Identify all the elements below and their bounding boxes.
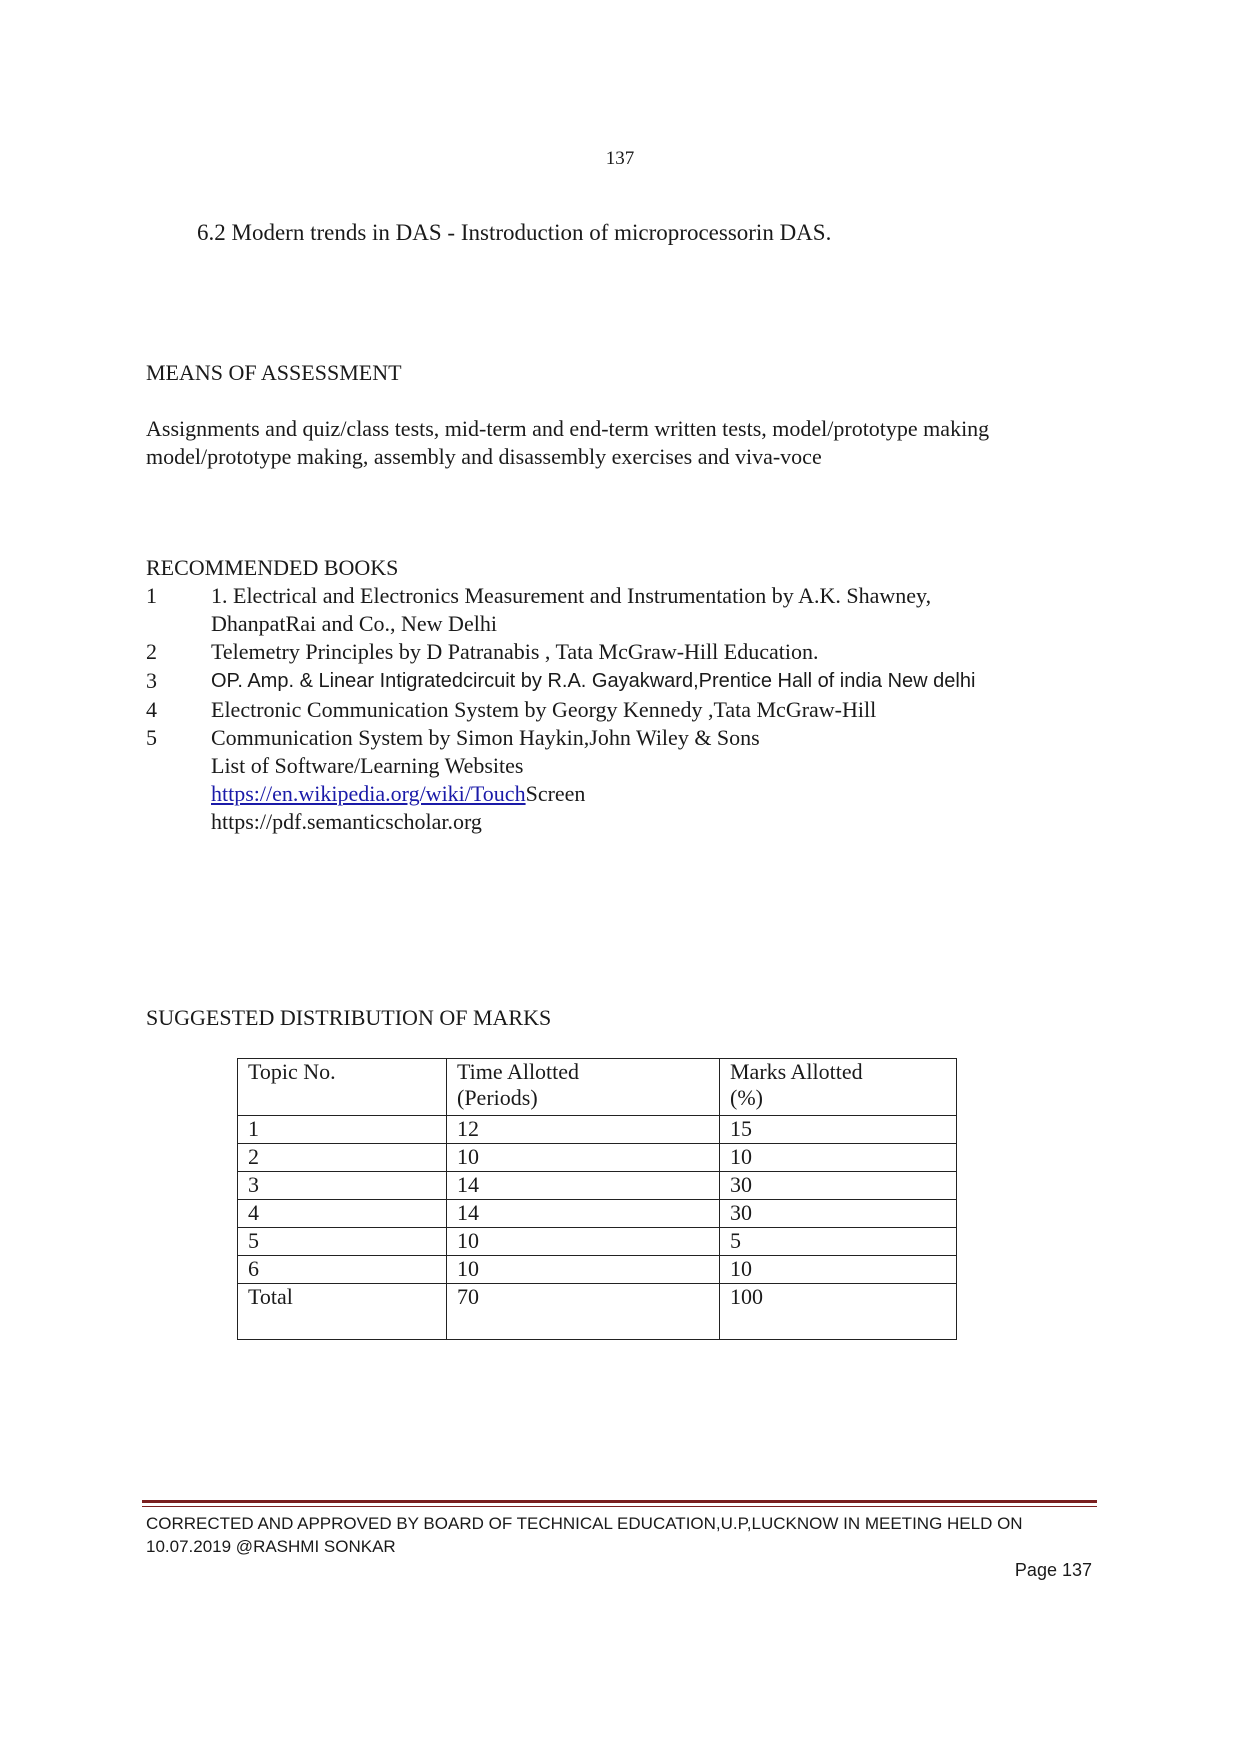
cell-topic: 4	[238, 1200, 447, 1228]
footer-rule-thin	[142, 1506, 1097, 1507]
book-number: 3	[146, 668, 157, 693]
cell-time: 12	[447, 1116, 720, 1144]
page-number-top: 137	[605, 148, 635, 169]
book-number: 4	[146, 697, 157, 722]
cell-topic: 1	[238, 1116, 447, 1144]
cell-marks: 10	[720, 1256, 957, 1284]
footer-approval	[146, 1512, 1096, 1558]
marks-title: SUGGESTED DISTRIBUTION OF MARKS	[146, 1005, 552, 1030]
cell-marks: 5	[720, 1228, 957, 1256]
cell-marks: 30	[720, 1172, 957, 1200]
cell-topic: 6	[238, 1256, 447, 1284]
footer-rule	[142, 1500, 1097, 1503]
books-title: RECOMMENDED BOOKS	[146, 555, 399, 580]
book-text: Electronic Communication System by Georgy Kennedy ,Tata McGraw-Hill	[211, 697, 877, 722]
footer-line-2: 10.07.2019 @RASHMI SONKAR	[146, 1537, 396, 1556]
link-suffix: Screen	[525, 781, 586, 806]
footer-page-number: Page 137	[1014, 1560, 1092, 1580]
table-row	[238, 1172, 957, 1200]
cell-topic: 5	[238, 1228, 447, 1256]
cell-time: 10	[447, 1256, 720, 1284]
section-line: 6.2 Modern trends in DAS - Instroduction of microprocessorin DAS.	[197, 220, 832, 245]
table-row	[238, 1144, 957, 1172]
cell-topic: 2	[238, 1144, 447, 1172]
cell-marks: 30	[720, 1200, 957, 1228]
book-number: 5	[146, 725, 157, 750]
cell-topic: 3	[238, 1172, 447, 1200]
book-number: 1	[146, 583, 157, 608]
cell-marks: 15	[720, 1116, 957, 1144]
cell-time: 10	[447, 1228, 720, 1256]
table-total-row	[238, 1284, 957, 1340]
cell-topic: Total	[238, 1284, 447, 1340]
book-text: OP. Amp. & Linear Intigratedcircuit by R.A. Gayakward,Prentice Hall of india New delhi	[211, 670, 976, 692]
software-heading: List of Software/Learning Websites	[211, 753, 524, 778]
book-text: 1. Electrical and Electronics Measurement and Instrumentation by A.K. Shawney, DhanpatRai and Co., New Delhi	[211, 583, 932, 636]
cell-time: 14	[447, 1200, 720, 1228]
header-time: Time Allotted (Periods)	[447, 1059, 720, 1116]
touchscreen-link[interactable]: https://en.wikipedia.org/wiki/Touch	[211, 781, 526, 806]
cell-time: 70	[447, 1284, 720, 1340]
cell-time: 10	[447, 1144, 720, 1172]
header-topic: Topic No.	[238, 1059, 447, 1116]
table-row	[238, 1256, 957, 1284]
table-row	[238, 1116, 957, 1144]
book-number: 2	[146, 639, 157, 664]
assessment-title: MEANS OF ASSESSMENT	[146, 360, 402, 385]
table-header-row	[238, 1059, 957, 1116]
assessment-body: Assignments and quiz/class tests, mid-term and end-term written tests, model/prototype making model/prototype making, assembly and disassembly exercises and viva-voce	[146, 416, 990, 469]
table-row	[238, 1228, 957, 1256]
cell-marks: 10	[720, 1144, 957, 1172]
table-row	[238, 1200, 957, 1228]
website-link-1	[211, 780, 585, 808]
cell-time: 14	[447, 1172, 720, 1200]
footer-line-1: CORRECTED AND APPROVED BY BOARD OF TECHNICAL EDUCATION,U.P,LUCKNOW IN MEETING HELD ON	[146, 1514, 1023, 1533]
website-link-2: https://pdf.semanticscholar.org	[211, 809, 482, 834]
header-marks: Marks Allotted (%)	[720, 1059, 957, 1116]
marks-table	[237, 1058, 957, 1340]
book-text: Telemetry Principles by D Patranabis , Tata McGraw-Hill Education.	[211, 639, 819, 664]
book-text: Communication System by Simon Haykin,John Wiley & Sons	[211, 725, 760, 750]
cell-marks: 100	[720, 1284, 957, 1340]
